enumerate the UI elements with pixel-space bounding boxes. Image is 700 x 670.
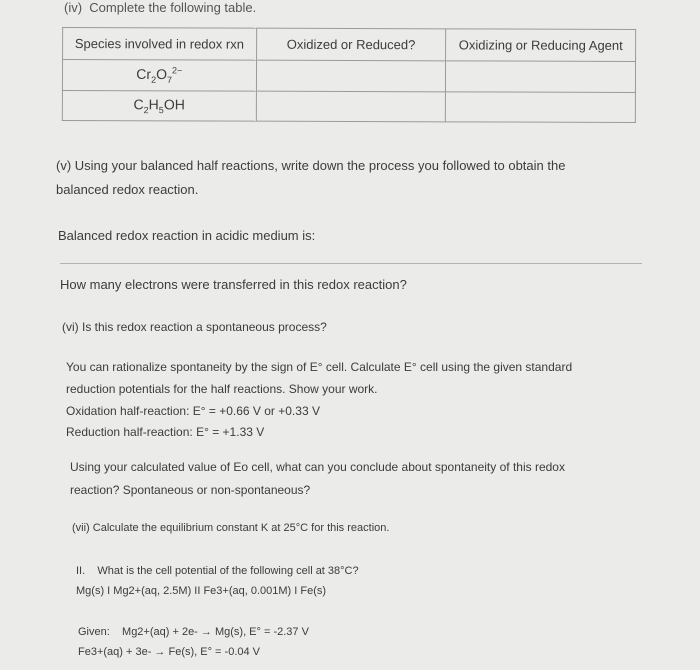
answer-line xyxy=(60,263,642,264)
table-header-row xyxy=(63,28,636,62)
question-vii: (vii) Calculate the equilibrium constant K at 25°C for this reaction. xyxy=(72,522,390,534)
given-label: Given: xyxy=(78,626,110,638)
question-vi: (vi) Is this redox reaction a spontaneous process? xyxy=(62,320,327,334)
question-ii xyxy=(76,565,359,577)
spontaneity-p4: reaction? Spontaneous or non-spontaneous? xyxy=(70,483,311,497)
table-row xyxy=(62,90,635,122)
question-v-line2: balanced redox reaction. xyxy=(56,182,199,197)
given-mg-reaction: Mg2+(aq) + 2e- → Mg(s), E° = -2.37 V xyxy=(122,626,309,638)
table-row xyxy=(62,60,635,92)
cell-oxidized-reduced-2[interactable] xyxy=(256,91,446,122)
header-oxidized-reduced: Oxidized or Reduced? xyxy=(256,28,446,61)
question-iv-text: Complete the following table. xyxy=(89,0,257,15)
question-ii-text: What is the cell potential of the following cell at 38°C? xyxy=(97,565,359,577)
spontaneity-p1: You can rationalize spontaneity by the sign of E° cell. Calculate E° cell using the given standard xyxy=(66,360,573,374)
question-ii-number: II. xyxy=(76,565,86,577)
header-agent: Oxidizing or Reducing Agent xyxy=(446,29,636,62)
question-iv xyxy=(64,0,256,15)
cell-oxidized-reduced-1[interactable] xyxy=(256,61,446,92)
reduction-half-reaction: Reduction half-reaction: E° = +1.33 V xyxy=(66,425,265,439)
species-dichromate: $Cr_2O_7^{2-}$ xyxy=(62,60,256,91)
oxidation-half-reaction: Oxidation half-reaction: E° = +0.66 V or +0.33 V xyxy=(66,404,320,418)
header-species: Species involved in redox rxn xyxy=(63,28,257,61)
redox-table xyxy=(62,27,636,123)
cell-agent-1[interactable] xyxy=(446,61,636,92)
spontaneity-p3: Using your calculated value of Eo cell, what can you conclude about spontaneity of this redox xyxy=(70,460,565,474)
cell-notation: Mg(s) I Mg2+(aq, 2.5M) II Fe3+(aq, 0.001M) I Fe(s) xyxy=(76,585,327,597)
given-fe-reaction: Fe3+(aq) + 3e- → Fe(s), E° = -0.04 V xyxy=(78,646,260,658)
electrons-question: How many electrons were transferred in this redox reaction? xyxy=(60,277,407,292)
cell-agent-2[interactable] xyxy=(446,92,636,123)
question-iv-label: (iv) xyxy=(64,0,83,15)
question-v-line1: (v) Using your balanced half reactions, write down the process you followed to obtain the xyxy=(56,158,566,173)
spontaneity-p2: reduction potentials for the half reactions. Show your work. xyxy=(66,382,378,396)
balanced-reaction-label: Balanced redox reaction in acidic medium is: xyxy=(58,228,316,243)
given-line1 xyxy=(78,626,309,638)
species-ethanol: $C_2H_5OH$ xyxy=(62,90,256,121)
